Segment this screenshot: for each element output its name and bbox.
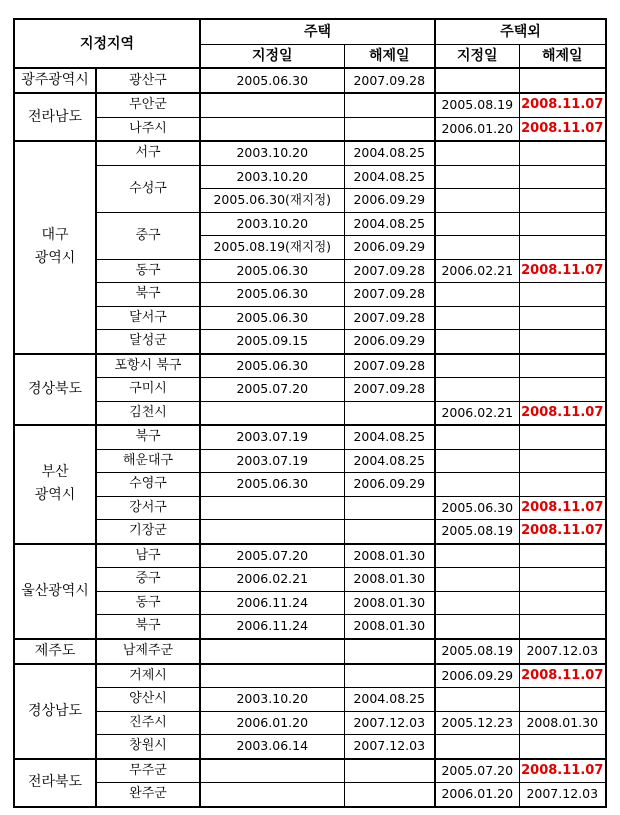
housing-header: 주택 <box>200 19 435 44</box>
nonhousing-released-date: 2008.11.07 <box>519 759 606 783</box>
housing-designated-date: 2005.07.20 <box>200 544 344 568</box>
table-row <box>14 591 606 615</box>
housing-designated-date <box>200 520 344 544</box>
housing-designated-date: 2003.10.20 <box>200 688 344 712</box>
nonhousing-designated-date: 2006.02.21 <box>435 259 519 283</box>
housing-designated-date: 2005.06.30 <box>200 473 344 497</box>
district-name: 완주군 <box>96 783 200 807</box>
region-name <box>14 759 96 807</box>
housing-designated-date <box>200 496 344 520</box>
region-name-line: 경상북도 <box>27 380 83 397</box>
region-name-line: 대구 <box>41 227 69 244</box>
nonhousing-designated-date <box>435 688 519 712</box>
housing-designated-date: 2005.06.30 <box>200 283 344 307</box>
table-row <box>14 711 606 735</box>
housing-released-date: 2006.09.29 <box>344 189 435 213</box>
housing-released-date: 2006.09.29 <box>344 236 435 260</box>
housing-released-date: 2007.12.03 <box>344 711 435 735</box>
table-row <box>14 759 606 783</box>
nonhousing-designated-date: 2006.01.20 <box>435 117 519 141</box>
table-row <box>14 520 606 544</box>
housing-designated-date: 2003.07.19 <box>200 449 344 473</box>
nonhousing-designated-date <box>435 354 519 378</box>
nonhousing-designated-date <box>435 735 519 759</box>
district-name: 무주군 <box>96 759 200 783</box>
district-name: 수영구 <box>96 473 200 497</box>
housing-released-date: 2004.08.25 <box>344 165 435 189</box>
nonhousing-released-date: 2007.12.03 <box>519 639 606 664</box>
district-name: 강서구 <box>96 496 200 520</box>
nonhousing-designated-date <box>435 378 519 402</box>
housing-designated-date: 2005.06.30 <box>200 259 344 283</box>
region-name-line: 부산 <box>41 464 69 481</box>
housing-designated-date: 2005.06.30(재지정) <box>200 189 344 213</box>
nonhousing-released-date <box>519 236 606 260</box>
table-row <box>14 93 606 117</box>
nonhousing-released-date <box>519 473 606 497</box>
nonhousing-released-date: 2008.11.07 <box>519 259 606 283</box>
table-row <box>14 117 606 141</box>
housing-designated-date <box>200 93 344 117</box>
district-name: 해운대구 <box>96 449 200 473</box>
nonhousing-released-date <box>519 141 606 165</box>
housing-released-date <box>344 117 435 141</box>
district-name: 북구 <box>96 283 200 307</box>
district-name: 창원시 <box>96 735 200 759</box>
nonhousing-designated-date <box>435 68 519 93</box>
housing-released-date: 2008.01.30 <box>344 591 435 615</box>
region-name-line: 광역시 <box>34 487 76 504</box>
table-body <box>14 68 606 807</box>
district-name: 동구 <box>96 259 200 283</box>
housing-released-date: 2007.12.03 <box>344 735 435 759</box>
district-name: 포항시 북구 <box>96 354 200 378</box>
housing-released-date: 2004.08.25 <box>344 212 435 236</box>
district-name: 양산시 <box>96 688 200 712</box>
housing-released-date <box>344 639 435 664</box>
nonhousing-designated-date: 2005.08.19 <box>435 93 519 117</box>
region-header: 지정지역 <box>14 19 200 68</box>
nonhousing-designated-date: 2005.12.23 <box>435 711 519 735</box>
table-row <box>14 141 606 165</box>
nonhousing-designated-date <box>435 141 519 165</box>
housing-designated-date: 2005.06.30 <box>200 306 344 330</box>
table-row <box>14 401 606 425</box>
housing-designated-date: 2006.02.21 <box>200 568 344 592</box>
table-row <box>14 68 606 93</box>
nonhousing-released-date: 2008.11.07 <box>519 117 606 141</box>
nonhousing-released-date <box>519 544 606 568</box>
district-name: 달서구 <box>96 306 200 330</box>
table-row <box>14 354 606 378</box>
table-row <box>14 688 606 712</box>
nonhousing-released-date: 2008.11.07 <box>519 664 606 688</box>
district-name: 무안군 <box>96 93 200 117</box>
nonhousing-released-date <box>519 735 606 759</box>
housing-designated-date: 2005.07.20 <box>200 378 344 402</box>
region-name <box>14 544 96 639</box>
housing-designated-date: 2005.08.19(재지정) <box>200 236 344 260</box>
region-name-line: 광주광역시 <box>21 72 89 88</box>
table-header <box>14 19 606 68</box>
region-name-line: 울산광역시 <box>21 582 89 599</box>
nonhousing-designated-date <box>435 236 519 260</box>
nonhousing-header: 주택외 <box>435 19 606 44</box>
nonhousing-released-date <box>519 283 606 307</box>
housing-released-date: 2007.09.28 <box>344 283 435 307</box>
nonhousing-released-header: 해제일 <box>519 44 606 68</box>
nonhousing-designated-date: 2005.08.19 <box>435 520 519 544</box>
region-name-line: 제주도 <box>34 642 76 659</box>
region-name-line: 전라남도 <box>27 108 83 125</box>
district-name: 거제시 <box>96 664 200 688</box>
region-name <box>14 141 96 354</box>
table-row <box>14 378 606 402</box>
housing-designated-date: 2003.10.20 <box>200 141 344 165</box>
district-name: 수성구 <box>96 165 200 212</box>
district-name: 기장군 <box>96 520 200 544</box>
nonhousing-released-date <box>519 212 606 236</box>
housing-designated-date: 2006.01.20 <box>200 711 344 735</box>
housing-released-date: 2004.08.25 <box>344 688 435 712</box>
nonhousing-designated-date <box>435 449 519 473</box>
nonhousing-released-date: 2008.11.07 <box>519 520 606 544</box>
table-row <box>14 664 606 688</box>
nonhousing-designated-date <box>435 568 519 592</box>
nonhousing-released-date <box>519 425 606 449</box>
housing-released-date <box>344 664 435 688</box>
region-name-line: 경상남도 <box>27 702 83 719</box>
table-row <box>14 212 606 236</box>
housing-released-date: 2007.09.28 <box>344 354 435 378</box>
table-row <box>14 568 606 592</box>
district-name: 서구 <box>96 141 200 165</box>
district-name: 나주시 <box>96 117 200 141</box>
nonhousing-released-date <box>519 688 606 712</box>
housing-released-date: 2007.09.28 <box>344 378 435 402</box>
nonhousing-designated-date: 2006.09.29 <box>435 664 519 688</box>
housing-released-date: 2007.09.28 <box>344 259 435 283</box>
nonhousing-designated-date <box>435 544 519 568</box>
district-name: 김천시 <box>96 401 200 425</box>
table-row <box>14 449 606 473</box>
housing-designated-date: 2003.07.19 <box>200 425 344 449</box>
nonhousing-designated-date: 2005.08.19 <box>435 639 519 664</box>
housing-designated-date: 2003.10.20 <box>200 212 344 236</box>
table-row <box>14 496 606 520</box>
nonhousing-designated-date <box>435 212 519 236</box>
housing-released-date: 2004.08.25 <box>344 141 435 165</box>
housing-released-date <box>344 783 435 807</box>
district-name: 광산구 <box>96 68 200 93</box>
region-name <box>14 68 96 93</box>
housing-released-date <box>344 93 435 117</box>
nonhousing-released-date <box>519 449 606 473</box>
region-name <box>14 664 96 759</box>
region-name <box>14 93 96 141</box>
table-row <box>14 283 606 307</box>
nonhousing-released-date <box>519 189 606 213</box>
housing-released-date: 2008.01.30 <box>344 568 435 592</box>
table-row <box>14 165 606 189</box>
table-row <box>14 783 606 807</box>
nonhousing-designated-date <box>435 425 519 449</box>
district-name: 북구 <box>96 615 200 639</box>
district-name: 중구 <box>96 212 200 259</box>
district-name: 동구 <box>96 591 200 615</box>
designated-area-table <box>13 18 607 808</box>
housing-designated-date: 2003.06.14 <box>200 735 344 759</box>
table-row <box>14 639 606 664</box>
housing-designated-date <box>200 401 344 425</box>
district-name: 남구 <box>96 544 200 568</box>
region-name-line: 전라북도 <box>27 774 83 790</box>
housing-designated-date: 2005.09.15 <box>200 330 344 354</box>
table-row <box>14 425 606 449</box>
nonhousing-designated-date: 2006.02.21 <box>435 401 519 425</box>
table-row <box>14 259 606 283</box>
nonhousing-released-date: 2008.01.30 <box>519 711 606 735</box>
nonhousing-designated-header: 지정일 <box>435 44 519 68</box>
housing-designated-date <box>200 759 344 783</box>
housing-designated-date: 2003.10.20 <box>200 165 344 189</box>
table-row <box>14 473 606 497</box>
housing-released-date: 2008.01.30 <box>344 544 435 568</box>
housing-released-date: 2004.08.25 <box>344 425 435 449</box>
nonhousing-released-date <box>519 68 606 93</box>
district-name: 진주시 <box>96 711 200 735</box>
housing-released-date: 2007.09.28 <box>344 306 435 330</box>
table-row <box>14 330 606 354</box>
housing-released-date <box>344 520 435 544</box>
nonhousing-released-date <box>519 591 606 615</box>
nonhousing-designated-date: 2005.07.20 <box>435 759 519 783</box>
housing-released-date: 2006.09.29 <box>344 330 435 354</box>
housing-designated-header: 지정일 <box>200 44 344 68</box>
table-row <box>14 615 606 639</box>
table-row <box>14 306 606 330</box>
housing-released-date <box>344 759 435 783</box>
region-name-line: 광역시 <box>34 250 76 267</box>
housing-released-date: 2007.09.28 <box>344 68 435 93</box>
nonhousing-designated-date: 2005.06.30 <box>435 496 519 520</box>
housing-released-header: 해제일 <box>344 44 435 68</box>
nonhousing-designated-date: 2006.01.20 <box>435 783 519 807</box>
housing-released-date: 2004.08.25 <box>344 449 435 473</box>
nonhousing-released-date <box>519 354 606 378</box>
table-row <box>14 544 606 568</box>
nonhousing-released-date <box>519 165 606 189</box>
nonhousing-designated-date <box>435 591 519 615</box>
housing-released-date: 2008.01.30 <box>344 615 435 639</box>
housing-designated-date <box>200 639 344 664</box>
nonhousing-released-date: 2007.12.03 <box>519 783 606 807</box>
nonhousing-designated-date <box>435 330 519 354</box>
table-row <box>14 735 606 759</box>
housing-designated-date <box>200 783 344 807</box>
housing-released-date: 2006.09.29 <box>344 473 435 497</box>
district-name: 남제주군 <box>96 639 200 664</box>
nonhousing-released-date: 2008.11.07 <box>519 496 606 520</box>
district-name: 북구 <box>96 425 200 449</box>
nonhousing-designated-date <box>435 283 519 307</box>
nonhousing-released-date <box>519 306 606 330</box>
housing-designated-date: 2006.11.24 <box>200 591 344 615</box>
nonhousing-designated-date <box>435 165 519 189</box>
district-name: 중구 <box>96 568 200 592</box>
nonhousing-designated-date <box>435 615 519 639</box>
nonhousing-designated-date <box>435 306 519 330</box>
nonhousing-designated-date <box>435 189 519 213</box>
nonhousing-released-date <box>519 615 606 639</box>
region-name <box>14 354 96 426</box>
housing-designated-date <box>200 664 344 688</box>
nonhousing-designated-date <box>435 473 519 497</box>
district-name: 달성군 <box>96 330 200 354</box>
district-name: 구미시 <box>96 378 200 402</box>
housing-designated-date: 2005.06.30 <box>200 354 344 378</box>
housing-designated-date <box>200 117 344 141</box>
housing-released-date <box>344 496 435 520</box>
nonhousing-released-date <box>519 568 606 592</box>
nonhousing-released-date <box>519 378 606 402</box>
housing-designated-date: 2006.11.24 <box>200 615 344 639</box>
nonhousing-released-date <box>519 330 606 354</box>
region-name <box>14 639 96 664</box>
nonhousing-released-date: 2008.11.07 <box>519 93 606 117</box>
region-name <box>14 425 96 544</box>
nonhousing-released-date: 2008.11.07 <box>519 401 606 425</box>
housing-designated-date: 2005.06.30 <box>200 68 344 93</box>
housing-released-date <box>344 401 435 425</box>
